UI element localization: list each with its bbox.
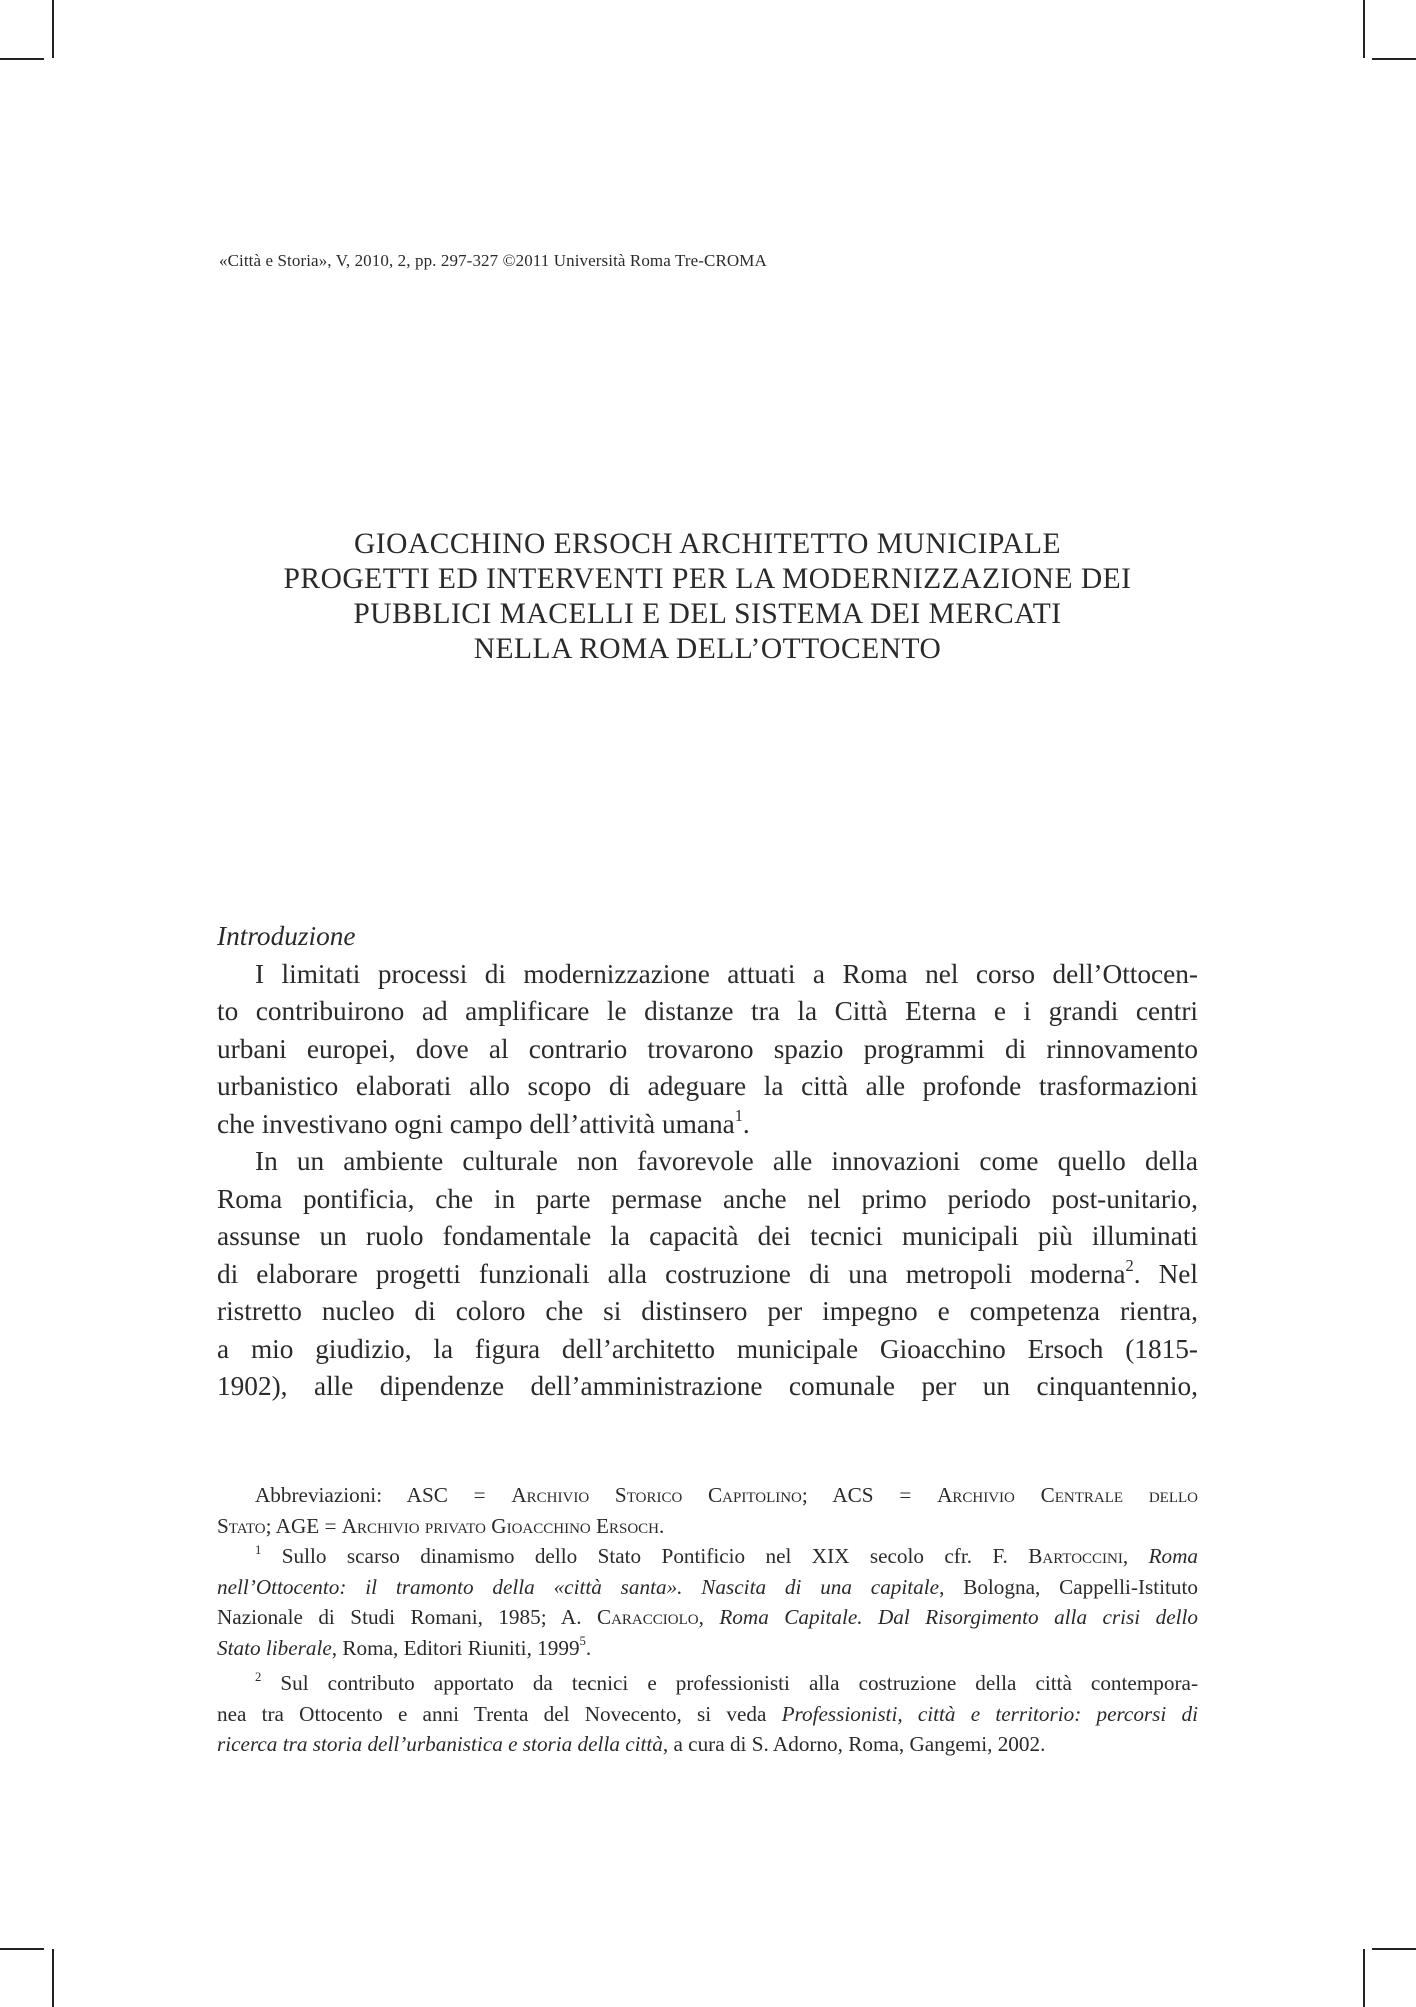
text-run: Roma Capitale. Dal Risorgimento alla crisi dello bbox=[719, 1605, 1198, 1629]
text-run: Abbreviazioni: ASC = bbox=[255, 1483, 512, 1507]
text-line: to contribuirono ad amplificare le distanze tra la Città Eterna e i grandi centri bbox=[217, 996, 1198, 1026]
text-run: ricerca tra storia dell’urbanistica e storia della città bbox=[217, 1732, 663, 1756]
text-line: Roma pontificia, che in parte permase anche nel primo periodo post-unitario, bbox=[217, 1183, 1198, 1214]
text-run: di elaborare progetti funzionali alla costruzione di una metropoli moderna bbox=[217, 1258, 1126, 1289]
text-run: . bbox=[742, 1108, 750, 1139]
paragraph bbox=[217, 1143, 1198, 1406]
text-run: Sul contributo apportato da tecnici e professionisti alla costruzione della città contempora- bbox=[280, 1671, 1199, 1695]
text-run: , bbox=[698, 1605, 720, 1629]
section-heading: Introduzione bbox=[217, 921, 356, 951]
text-run: ; ACS = bbox=[801, 1483, 938, 1507]
crop-mark bbox=[1363, 0, 1365, 58]
text-line bbox=[217, 1256, 1198, 1294]
text-run: Archivio privato Gioacchino Ersoch bbox=[341, 1513, 659, 1538]
body-text bbox=[217, 918, 1198, 1406]
footnote-number: 1 bbox=[255, 1542, 262, 1557]
footnote-2-line bbox=[217, 1699, 1198, 1730]
title-line: NELLA ROMA DELL’OTTOCENTO bbox=[473, 633, 942, 665]
footnotes bbox=[217, 1480, 1198, 1760]
crop-mark bbox=[0, 58, 44, 60]
text-run: . Nel bbox=[1133, 1258, 1198, 1289]
text-run: Nazionale di Studi Romani, 1985; A. bbox=[217, 1605, 597, 1629]
footnote-1-line bbox=[217, 1602, 1198, 1633]
text-line: urbani europei, dove al contrario trovarono spazio programmi di rinnovamento bbox=[217, 1033, 1198, 1064]
text-run: Professionisti, città e territorio: percorsi di bbox=[781, 1701, 1199, 1726]
crop-mark bbox=[1363, 1949, 1365, 2007]
crop-mark bbox=[1372, 1948, 1416, 1950]
text-line: a mio giudizio, la figura dell’architetto municipale Gioacchino Ersoch (1815- bbox=[217, 1333, 1198, 1364]
text-run: Stato bbox=[217, 1513, 266, 1538]
text-run: che investivano ogni campo dell’attività umana bbox=[217, 1108, 735, 1139]
footnote-2 bbox=[217, 1668, 1198, 1699]
footnote-1-line bbox=[217, 1572, 1198, 1603]
text-run: Archivio Centrale dello bbox=[937, 1483, 1198, 1507]
edition-number: 5 bbox=[579, 1634, 586, 1649]
text-run: ; AGE = bbox=[265, 1513, 342, 1538]
paragraph bbox=[217, 956, 1198, 1144]
text-run: , Bologna, Cappelli-Istituto bbox=[939, 1574, 1198, 1599]
text-run: Archivio Storico Capitolino bbox=[511, 1483, 802, 1507]
text-run: , Roma, Editori Riuniti, 1999 bbox=[331, 1635, 580, 1660]
text-line bbox=[217, 1106, 1198, 1144]
title-line: PUBBLICI MACELLI E DEL SISTEMA DEI MERCATI bbox=[353, 598, 1062, 630]
text-run: Caracciolo bbox=[596, 1605, 699, 1629]
text-run: . bbox=[659, 1513, 665, 1538]
text-run: Roma bbox=[1148, 1544, 1199, 1568]
text-line: 1902), alle dipendenze dell’amministrazione comunale per un cinquantennio, bbox=[217, 1371, 1198, 1401]
crop-mark bbox=[0, 1948, 44, 1950]
abbreviations-note bbox=[217, 1480, 1198, 1511]
abbreviations-note-cont bbox=[217, 1511, 1198, 1542]
crop-mark bbox=[52, 0, 54, 58]
footnote-2-line bbox=[217, 1729, 1198, 1760]
text-run: Bartoccini bbox=[1028, 1544, 1123, 1568]
footnote-1 bbox=[217, 1541, 1198, 1572]
text-line: assunse un ruolo fondamentale la capacità dei tecnici municipali più illuminati bbox=[217, 1221, 1198, 1251]
text-run: . bbox=[585, 1635, 592, 1660]
article-title bbox=[217, 527, 1198, 667]
footnote-ref[interactable]: 1 bbox=[734, 1106, 743, 1126]
footnote-1-line bbox=[217, 1633, 1198, 1664]
footnote-ref[interactable]: 2 bbox=[1125, 1256, 1134, 1276]
text-run: nell’Ottocento: il tramonto della «città santa». Nascita di una capitale bbox=[217, 1574, 940, 1599]
text-run: Stato liberale bbox=[217, 1635, 332, 1660]
crop-mark bbox=[52, 1949, 54, 2007]
text-run: nea tra Ottocento e anni Trenta del Novecento, si veda bbox=[217, 1701, 782, 1726]
title-line: PROGETTI ED INTERVENTI PER LA MODERNIZZAZIONE DEI bbox=[283, 563, 1132, 595]
text-line: urbanistico elaborati allo scopo di adeguare la città alle profonde trasformazioni bbox=[217, 1071, 1198, 1101]
text-run: , a cura di S. Adorno, Roma, Gangemi, 2002. bbox=[662, 1732, 1046, 1756]
text-line: ristretto nucleo di coloro che si distinsero per impegno e competenza rientra, bbox=[217, 1296, 1198, 1326]
title-line: GIOACCHINO ERSOCH ARCHITETTO MUNICIPALE bbox=[353, 528, 1062, 560]
text-run: , bbox=[1122, 1544, 1149, 1568]
footnote-number: 2 bbox=[255, 1669, 262, 1684]
crop-mark bbox=[1372, 58, 1416, 60]
text-line: I limitati processi di modernizzazione attuati a Roma nel corso dell’Ottocen- bbox=[255, 958, 1198, 989]
text-line: In un ambiente culturale non favorevole alle innovazioni come quello della bbox=[255, 1146, 1198, 1176]
running-head: «Città e Storia», V, 2010, 2, pp. 297-327 ©2011 Università Roma Tre-CROMA bbox=[219, 251, 767, 270]
text-run: Sullo scarso dinamismo dello Stato Pontificio nel XIX secolo cfr. F. bbox=[281, 1544, 1029, 1568]
